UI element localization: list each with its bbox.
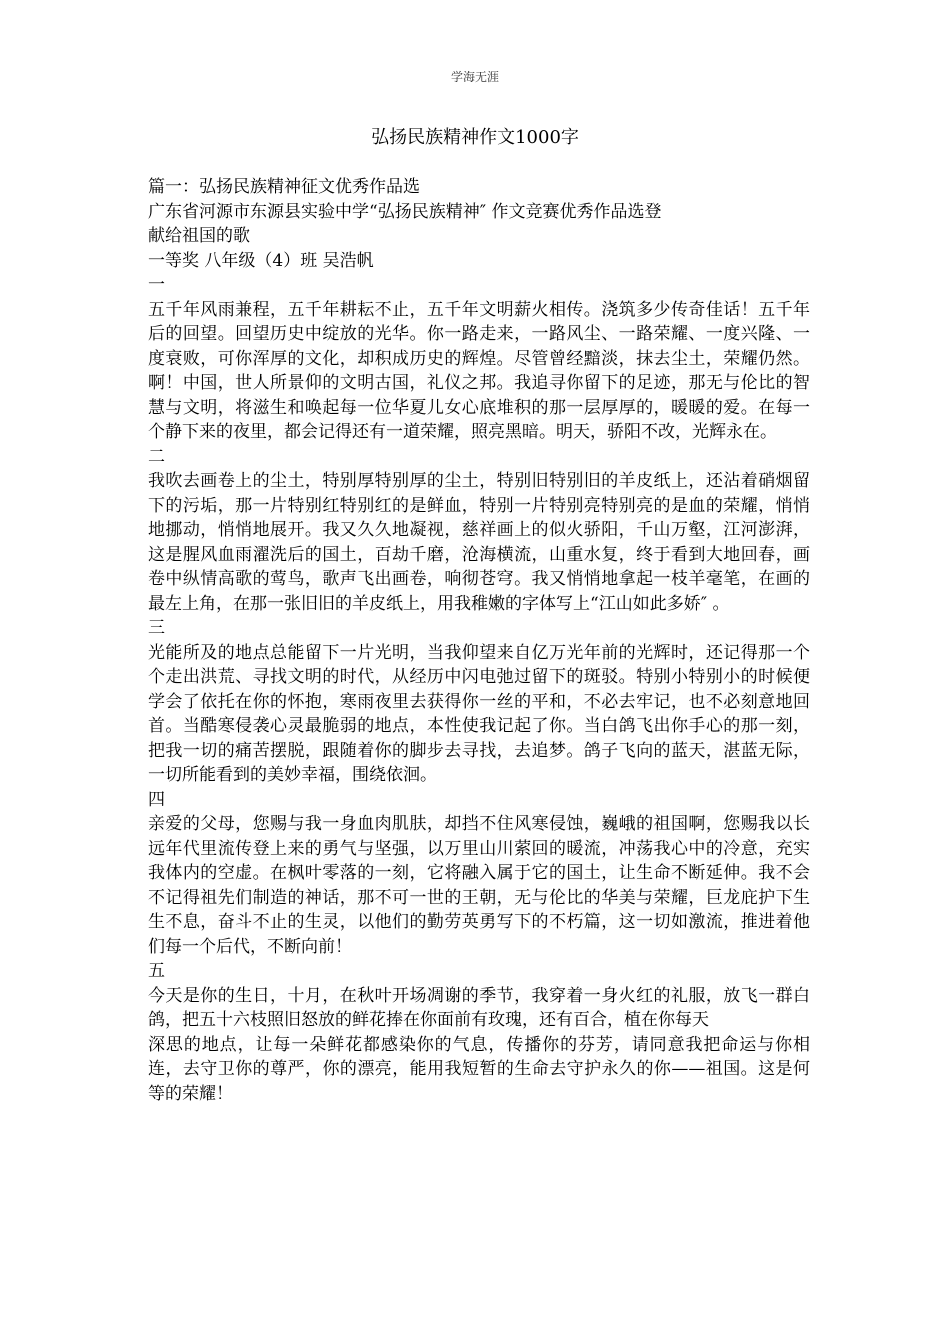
section-number: 二 <box>148 446 165 467</box>
page-title: 弘扬民族精神作文1000字 <box>371 127 579 148</box>
article-source: 篇一：弘扬民族精神征文优秀作品选 <box>148 177 420 197</box>
award-line: 一等奖 八年级（4）班 吴浩帆 <box>148 250 374 271</box>
section-number: 四 <box>148 789 165 810</box>
section-paragraph: 亲爱的父母，您赐与我一身血肉肌肤，却挡不住风寒侵蚀，巍峨的祖国啊，您赐我以长远年代里流传登上来的勇气与坚强，以万里山川萦回的暖流，冲荡我心中的冷意，充实我体内的空虚。在枫叶零落的一刻，它将融入属于它的国土，让生命不断延伸。我不会不记得祖先们制造的神话，那不可一世的王朝，无与伦比的华美与荣耀，巨龙庇护下生生不息，奋斗不止的生灵，以他们的勤劳英勇写下的不朽篇，这一切如激流，推进着他们每一个后代，不断向前！ <box>148 814 810 957</box>
section-paragraph: 我吹去画卷上的尘土，特别厚特别厚的尘土，特别旧特别旧的羊皮纸上，还沾着硝烟留下的污垢，那一片特别红特别红的是鲜血，特别一片特别亮特别亮的是血的荣耀，悄悄地挪动，悄悄地展开。我又久久地凝视，慈祥画上的似火骄阳，千山万壑，江河澎湃，这是腥风血雨濯洗后的国土，百劫千磨，沧海横流，山重水复，终于看到大地回春，画卷中纵情高歌的莺鸟，歌声飞出画卷，响彻苍穹。我又悄悄地拿起一枝羊毫笔，在画的最左上角，在那一张旧旧的羊皮纸上，用我稚嫩的字体写上“江山如此多娇″ 。 <box>148 471 810 614</box>
section-number: 五 <box>148 961 165 981</box>
essay-title: 献给祖国的歌 <box>148 226 250 246</box>
section-number: 一 <box>148 275 165 295</box>
page-header: 学海无涯 <box>450 70 499 84</box>
section-paragraph-continued: 深思的地点，让每一朵鲜花都感染你的气息，传播你的芬芳，请同意我把命运与你相连，去守卫你的尊严，你的漂亮，能用我短暂的生命去守护永久的你——祖国。这是何等的荣耀！ <box>148 1034 810 1104</box>
contest-line: 广东省河源市东源县实验中学“弘扬民族精神″ 作文竞赛优秀作品选登 <box>148 201 662 222</box>
document-body <box>148 175 810 1106</box>
section-paragraph: 五千年风雨兼程，五千年耕耘不止，五千年文明薪火相传。浇筑多少传奇佳话！五千年后的回望。回望历史中绽放的光华。你一路走来，一路风尘、一路荣耀、一度兴隆、一度衰败，可你浑厚的文化，却积成历史的辉煌。尽管曾经黯淡，抹去尘土，荣耀仍然。啊！中国，世人所景仰的文明古国，礼仪之邦。我追寻你留下的足迹，那无与伦比的智慧与文明，将滋生和唤起每一位华夏儿女心底堆积的那一层厚厚的，暖暖的爱。在每一个静下来的夜里，都会记得还有一道荣耀，照亮黑暗。明天，骄阳不改，光辉永在。 <box>148 299 810 442</box>
section-paragraph: 今天是你的生日，十月，在秋叶开场凋谢的季节，我穿着一身火红的礼服，放飞一群白鸽，把五十六枝照旧怒放的鲜花捧在你面前有玫瑰，还有百合，植在你每天 <box>148 985 810 1030</box>
section-paragraph: 光能所及的地点总能留下一片光明，当我仰望来自亿万光年前的光辉时，还记得那一个个走出洪荒、寻找文明的时代，从经历中闪电弛过留下的斑驳。特别小特别小的时候便学会了依托在你的怀抱，寒雨夜里去获得你一丝的平和，不必去牢记，也不必刻意地回首。当酷寒侵袭心灵最脆弱的地点，本性使我记起了你。当白鸽飞出你手心的那一刻，把我一切的痛苦摆脱，跟随着你的脚步去寻找，去追梦。鸽子飞向的蓝天，湛蓝无际，一切所能看到的美妙幸福，围绕依洄。 <box>148 642 810 785</box>
section-number: 三 <box>148 618 165 638</box>
